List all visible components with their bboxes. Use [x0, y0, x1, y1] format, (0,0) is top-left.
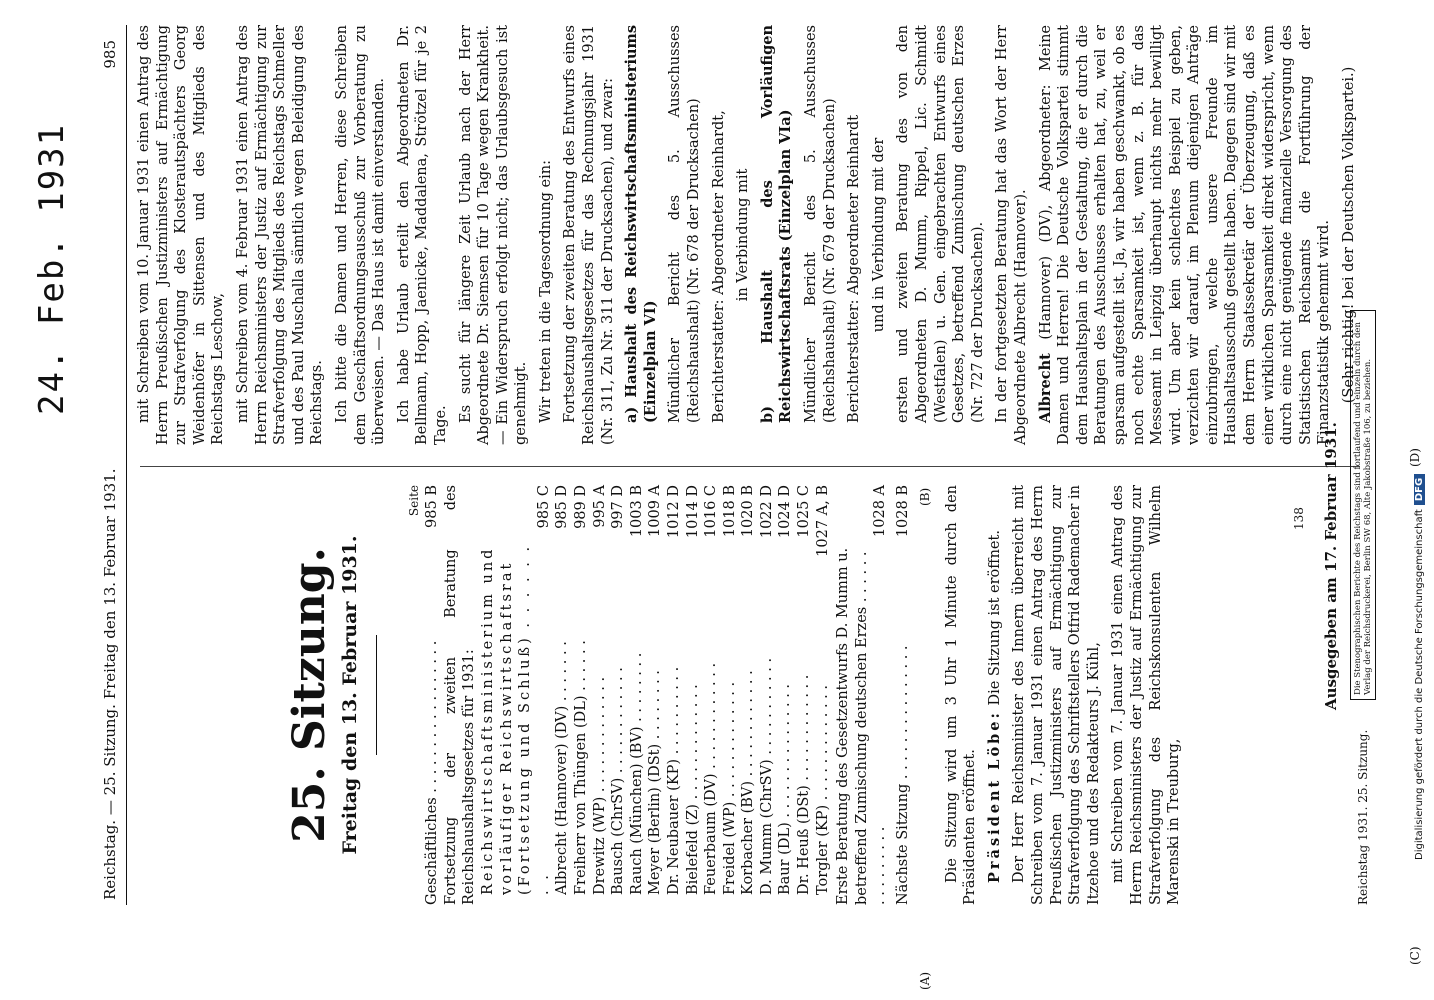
toc-label: Baur (DL) . . . . . . . . . . . . . . . [777, 683, 794, 895]
paragraph: mit Schreiben vom 7. Januar 1931 einen Antrag des Herrn Reichsministers der Justiz auf Ermächtigung zur Strafverfolgung des Reichskonsulenten Wilhelm Marenski in Treuburg, [1110, 485, 1183, 905]
dfg-logo: DFG [1414, 474, 1425, 505]
president-paragraph [986, 485, 1005, 905]
date-stamp: 24. Feb. 1931 [32, 122, 72, 415]
agenda-rapporteur: Berichterstatter: Abgeordneter Reinhardt, [710, 110, 727, 423]
paragraph: Der Herr Reichsminister des Innern überreicht mit Schreiben vom 7. Januar 1931 einen Antrag des Herrn Preußischen Justizministers auf Ermächtigung zur Strafverfolgung des Schriftstellers Otfrid Rademacher in Itzehoe und des Redakteurs J. Kühl, [1011, 485, 1102, 905]
digitization-credit-text: Digitalisierung gefördert durch die Deutsche Forschungsgemeinschaft [1414, 509, 1425, 860]
toc-page: 1012 D [665, 485, 682, 539]
digitization-credit [1414, 474, 1425, 860]
agenda-connector: und in Verbindung mit der [870, 137, 887, 333]
margin-mark-a: (A) [918, 971, 932, 990]
toc-row [628, 485, 647, 895]
toc-row [721, 485, 740, 895]
toc-page-heading: Seite [406, 485, 421, 517]
toc-label: Bausch (ChrSV) . . . . . . . . . . . . [610, 667, 627, 895]
agenda-connector: in Verbindung mit [735, 168, 752, 302]
toc-label: Nächste Sitzung . . . . . . . . . . . . . . . [895, 645, 912, 905]
speech-paragraph [1037, 25, 1335, 445]
left-column [135, 485, 1370, 905]
toc-page: 989 D [572, 485, 589, 529]
toc-label: Reichswirtschaftsministerium und vorläufiger Reichswirtschaftsrat (Fortsetzung und Schluß) . . . . . . . . [479, 543, 552, 895]
speaker-name: Albrecht [1036, 353, 1054, 423]
toc-heading: Fortsetzung der zweiten Beratung des Reichshaushaltsgesetzes für 1931: [442, 485, 478, 905]
margin-mark-b: (B) [918, 487, 932, 506]
toc-label: Dr. Neubauer (KP) . . . . . . . . . . [665, 666, 682, 895]
toc-page: 985 D [554, 485, 571, 529]
toc-page: 1014 D [684, 485, 701, 539]
toc-row [423, 485, 442, 905]
toc-row [572, 485, 591, 895]
signature-number: 138 [1292, 507, 1306, 530]
page-number-top: 985 [101, 40, 119, 69]
toc-row [894, 485, 913, 905]
toc-label: Rauch (München) (BV) . . . . . . . . [628, 652, 645, 895]
agenda-report: Mündlicher Bericht des 5. Ausschusses (Reichshaushalt) (Nr. 678 der Drucksachen) [667, 25, 703, 423]
speech-text: (Hannover) (DV), Abgeordneter: Meine Damen und Herren! Die Deutsche Volkspartei stimmt dem Haushaltsplan in der Gestaltung, die er durch die Beratungen des Ausschusses erhalten hat, zu, weil er sparsam aufgestellt ist. Ja, wir haben geschwankt, ob es noch echte Sparsamkeit ist, wenn z. B. für das Messeamt in Leipzig überhaupt nichts mehr bewilligt wird. Um aber kein schlechtes Beispiel zu geben, verzichten wir darauf, im Plenum diejenigen Anträge einzubringen, welche unsere Freunde im Haushaltsausschuß gestellt haben. Dagegen sind wir mit dem Herrn Staatssekretär der Überzeugung, daß es einer wirklichen Sparsamkeit direkt widerspricht, wenn durch eine nicht genügende finanzielle Versorgung des Statistischen Reichsamts die Fortführung der Finanzstatistik gehemmt wird. [1037, 24, 1333, 445]
paragraph: Fortsetzung der zweiten Beratung des Entwurfs eines Reichshaushaltsgesetzes für das Rechnungsjahr 1931 (Nr. 311, Zu Nr. 311 der Drucksachen), und zwar: [562, 25, 616, 445]
column-divider [140, 466, 1360, 467]
margin-mark-c: (C) [1408, 946, 1422, 965]
publisher-notice: Die Stenographischen Berichte des Reichstags sind fortlaufend und einzeln durch den Verlag der Reichsdruckerei, Berlin SW 68, Alte Jakobstraße 106, zu beziehen. [1350, 310, 1376, 700]
toc-label: Freidel (WP) . . . . . . . . . . . . . [721, 681, 738, 895]
paragraph: Wir treten in die Tagesordnung ein: [537, 159, 554, 423]
toc-row [776, 485, 795, 895]
toc-page: 1018 B [721, 485, 738, 538]
toc-page: 1016 C [703, 485, 720, 538]
toc-row [684, 485, 703, 895]
toc-label: D. Mumm (ChrSV) . . . . . . . . . . . [758, 657, 775, 895]
toc-page: 997 D [610, 485, 627, 529]
toc-row [702, 485, 721, 895]
paragraph: ersten und zweiten Beratung des von den Abgeordneten D. Mumm, Rippel, Lic. Schmidt (Westfalen) u. Gen. eingebrachten Entwurfs eines Gesetzes, betreffend Zumischung deutschen Erzes (Nr. 727 der Drucksachen). [895, 25, 986, 423]
margin-mark-d: (D) [1408, 448, 1422, 467]
toc-row [758, 485, 777, 895]
toc-page: 1022 D [758, 485, 775, 539]
toc-page: 1024 D [777, 485, 794, 539]
interjection: (Sehr richtig! bei der Deutschen Volkspartei.) [1341, 66, 1358, 404]
toc-row [834, 485, 890, 905]
toc-speakers [553, 485, 832, 905]
paragraph: mit Schreiben vom 10. Januar 1931 einen Antrag des Herrn Preußischen Justizministers auf Ermächtigung zur Strafverfolgung des Klosterautspächters Georg Weidenhöfer in Sittensen und des Mitglieds des Reichstags Leschow, [136, 25, 227, 445]
toc-row [795, 485, 814, 895]
paragraph: Ich habe Urlaub erteilt den Abgeordneten Dr. Bellmann, Hopp, Jaenicke, Maddalena, Strötzel für je 2 Tage. [395, 25, 449, 445]
toc-label: Feuerbaum (DV) . . . . . . . . . . . . [703, 662, 720, 895]
paragraph: In der fortgesetzten Beratung hat das Wort der Herr Abgeordnete Albrecht (Hannover). [994, 25, 1029, 445]
toc-label: Albrecht (Hannover) (DV) . . . . . . . [554, 641, 571, 895]
footer-left: Reichstag 1931. 25. Sitzung. [1356, 729, 1370, 905]
toc-page: 1028 B [895, 485, 912, 538]
toc-label: Dr. Heuß (DSt) . . . . . . . . . . . . [796, 674, 813, 895]
running-header-left: Reichstag. — 25. Sitzung. Freitag den 13. Februar 1931. [101, 468, 119, 900]
president-label: Präsident Löbe: [985, 710, 1003, 883]
agenda-item-b: b) Haushalt des Vorläufigen Reichswirtschaftsrats (Einzelplan VIa) [758, 25, 795, 423]
table-of-contents [423, 485, 912, 905]
toc-label: Torgler (KP) . . . . . . . . . . . . . [814, 685, 831, 895]
title-rule [376, 635, 377, 755]
paragraph: Ich bitte die Damen und Herren, diese Schreiben dem Geschäftsordnungsausschuß zur Vorberatung zu überweisen. — Das Haus ist damit einverstanden. [333, 25, 388, 445]
agenda-rapporteur: Berichterstatter: Abgeordneter Reinhardt [846, 114, 863, 423]
president-text: Die Sitzung ist eröffnet. [986, 530, 1003, 706]
right-column [135, 25, 1370, 445]
toc-page: 1003 B [628, 485, 645, 538]
agenda-report: Mündlicher Bericht des 5. Ausschusses (Reichshaushalt) (Nr. 679 der Drucksachen) [803, 25, 838, 423]
session-date: Freitag den 13. Februar 1931. [339, 535, 361, 855]
toc-label: Korbacher (BV) . . . . . . . . . . . . [740, 670, 757, 895]
toc-row [739, 485, 758, 895]
toc-label: Bielefeld (Z) . . . . . . . . . . . . . [684, 684, 701, 895]
toc-row [646, 485, 665, 895]
header-rule [126, 25, 127, 905]
toc-row [665, 485, 684, 895]
toc-row [591, 485, 610, 895]
toc-page: 1027 A, B [814, 485, 831, 557]
toc-page: 1020 B [740, 485, 757, 538]
session-title: 25. Sitzung. [284, 547, 335, 843]
running-header [95, 40, 123, 900]
opening-paragraph: Die Sitzung wird um 3 Uhr 1 Minute durch den Präsidenten eröffnet. [943, 485, 979, 905]
toc-page: 995 A [591, 485, 608, 528]
toc-row [553, 485, 572, 895]
toc-label: Erste Beratung des Gesetzentwurfs D. Mumm u. betreffend Zumischung deutschen Erzes . . . . . . . . . . . . . . . [835, 547, 889, 905]
toc-row [609, 485, 628, 895]
toc-label: Geschäftliches . . . . . . . . . . . . . . . . . [424, 640, 441, 905]
toc-label: Drewitz (WP) . . . . . . . . . . . . . [591, 676, 608, 895]
toc-page: 985 C [535, 485, 552, 529]
toc-row [479, 485, 553, 905]
toc-page: 1025 C [796, 485, 813, 538]
paragraph: mit Schreiben vom 4. Februar 1931 einen Antrag des Herrn Reichsministers der Justiz auf Ermächtigung zur Strafverfolgung des Mitglieds des Reichstags Schmeller und des Paul Muschalla sämtlich wegen Beleidigung des Reichstags. [234, 25, 326, 445]
issue-date: Ausgegeben am 17. Februar 1931. [1322, 422, 1340, 710]
toc-page: 1009 A [647, 485, 664, 537]
toc-label: Freiherr von Thüngen (DL) . . . . . . [572, 640, 589, 895]
toc-page: 985 B [424, 485, 441, 528]
toc-row [814, 485, 833, 895]
agenda-item-a: a) Haushalt des Reichswirtschaftsministeriums (Einzelplan VI) [623, 25, 659, 423]
toc-page: 1028 A [872, 485, 889, 537]
toc-label: Meyer (Berlin) (DSt) . . . . . . . . [647, 670, 664, 895]
paragraph: Es sucht für längere Zeit Urlaub nach der Herr Abgeordnete Dr. Siemsen für 10 Tage wegen Krankheit. — Ein Widerspruch erfolgt nicht; das Urlaubsgesuch ist genehmigt. [457, 25, 530, 445]
